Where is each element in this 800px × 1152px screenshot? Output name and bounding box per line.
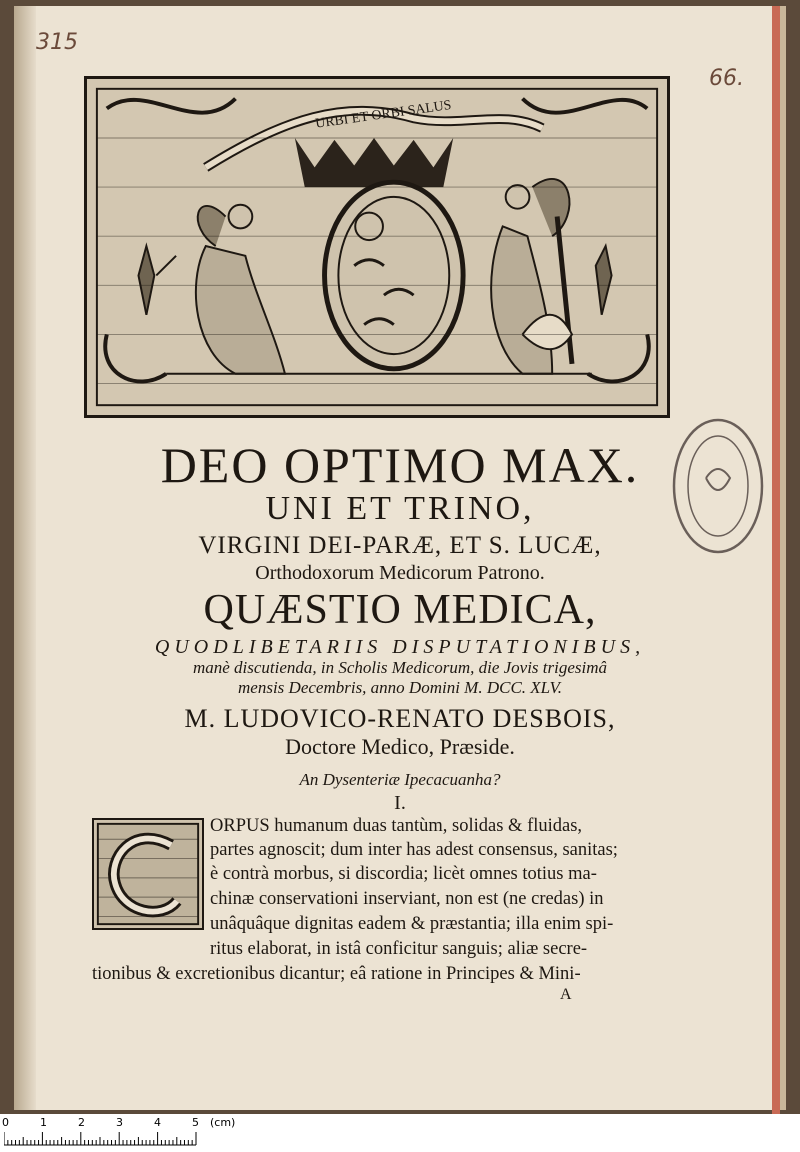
body-line-5: unâquâque dignitas eadem & præstantia; illa enim spi- [210,914,614,934]
scale-label-5: 5 [192,1116,199,1129]
body-line-7: tionibus & excretionibus dicantur; eâ ratione in Principes & Mini- [92,964,581,984]
scale-label-0: 0 [2,1116,9,1129]
section-number: I. [394,792,406,814]
decorated-initial-c [92,818,204,930]
question-line-1: QUODLIBETARIIS DISPUTATIONIBUS, [154,636,646,658]
measurement-scale [0,1114,800,1152]
body-line-3: è contrà morbus, si discordia; licèt omnes totius ma- [210,864,597,884]
dedication-heading: DEO OPTIMO MAX. [160,437,640,493]
dedication-line-4: Orthodoxorum Medicorum Patrono. [255,562,545,584]
body-line-1: ORPUS humanum duas tantùm, solidas & fluidas, [210,816,583,836]
body-line-2: partes agnoscit; dum inter has adest consensus, sanitas; [210,840,618,860]
folio-note-right: 66. [709,66,744,91]
red-page-edge [772,6,780,1116]
question-line-2: manè discutienda, in Scholis Medicorum, die Jovis trigesimâ [192,658,608,677]
scale-ruler [4,1132,204,1146]
scale-label-2: 2 [78,1116,85,1129]
question-heading: QUÆSTIO MEDICA, [203,587,597,633]
folio-note-left: 315 [36,30,78,55]
scale-label-1: 1 [40,1116,47,1129]
question-line-3: mensis Decembris, anno Domini M. DCC. XLV. [238,678,562,697]
body-line-4: chinæ conservationi inserviant, non est (ne credas) in [210,889,604,909]
engraved-vignette [84,76,670,418]
catchword: A [560,986,572,1003]
vignette-illustration [87,79,667,415]
scale-label-4: 4 [154,1116,161,1129]
dedication-line-3: VIRGINI DEI-PARÆ, ET S. LUCÆ, [198,532,602,559]
dedication-line-2: UNI ET TRINO, [265,490,535,527]
praeses-title: Doctore Medico, Præside. [285,734,515,759]
scale-label-3: 3 [116,1116,123,1129]
praeses-name: M. LUDOVICO-RENATO DESBOIS, [184,704,616,733]
thesis-question: An Dysenteriæ Ipecacuanha? [299,770,501,789]
vignette-motto: URBI ET ORBI SALUS [314,96,453,131]
scale-unit: (cm) [210,1116,236,1129]
body-line-6: ritus elaborat, in istâ conficitur sanguis; aliæ secre- [210,939,588,959]
